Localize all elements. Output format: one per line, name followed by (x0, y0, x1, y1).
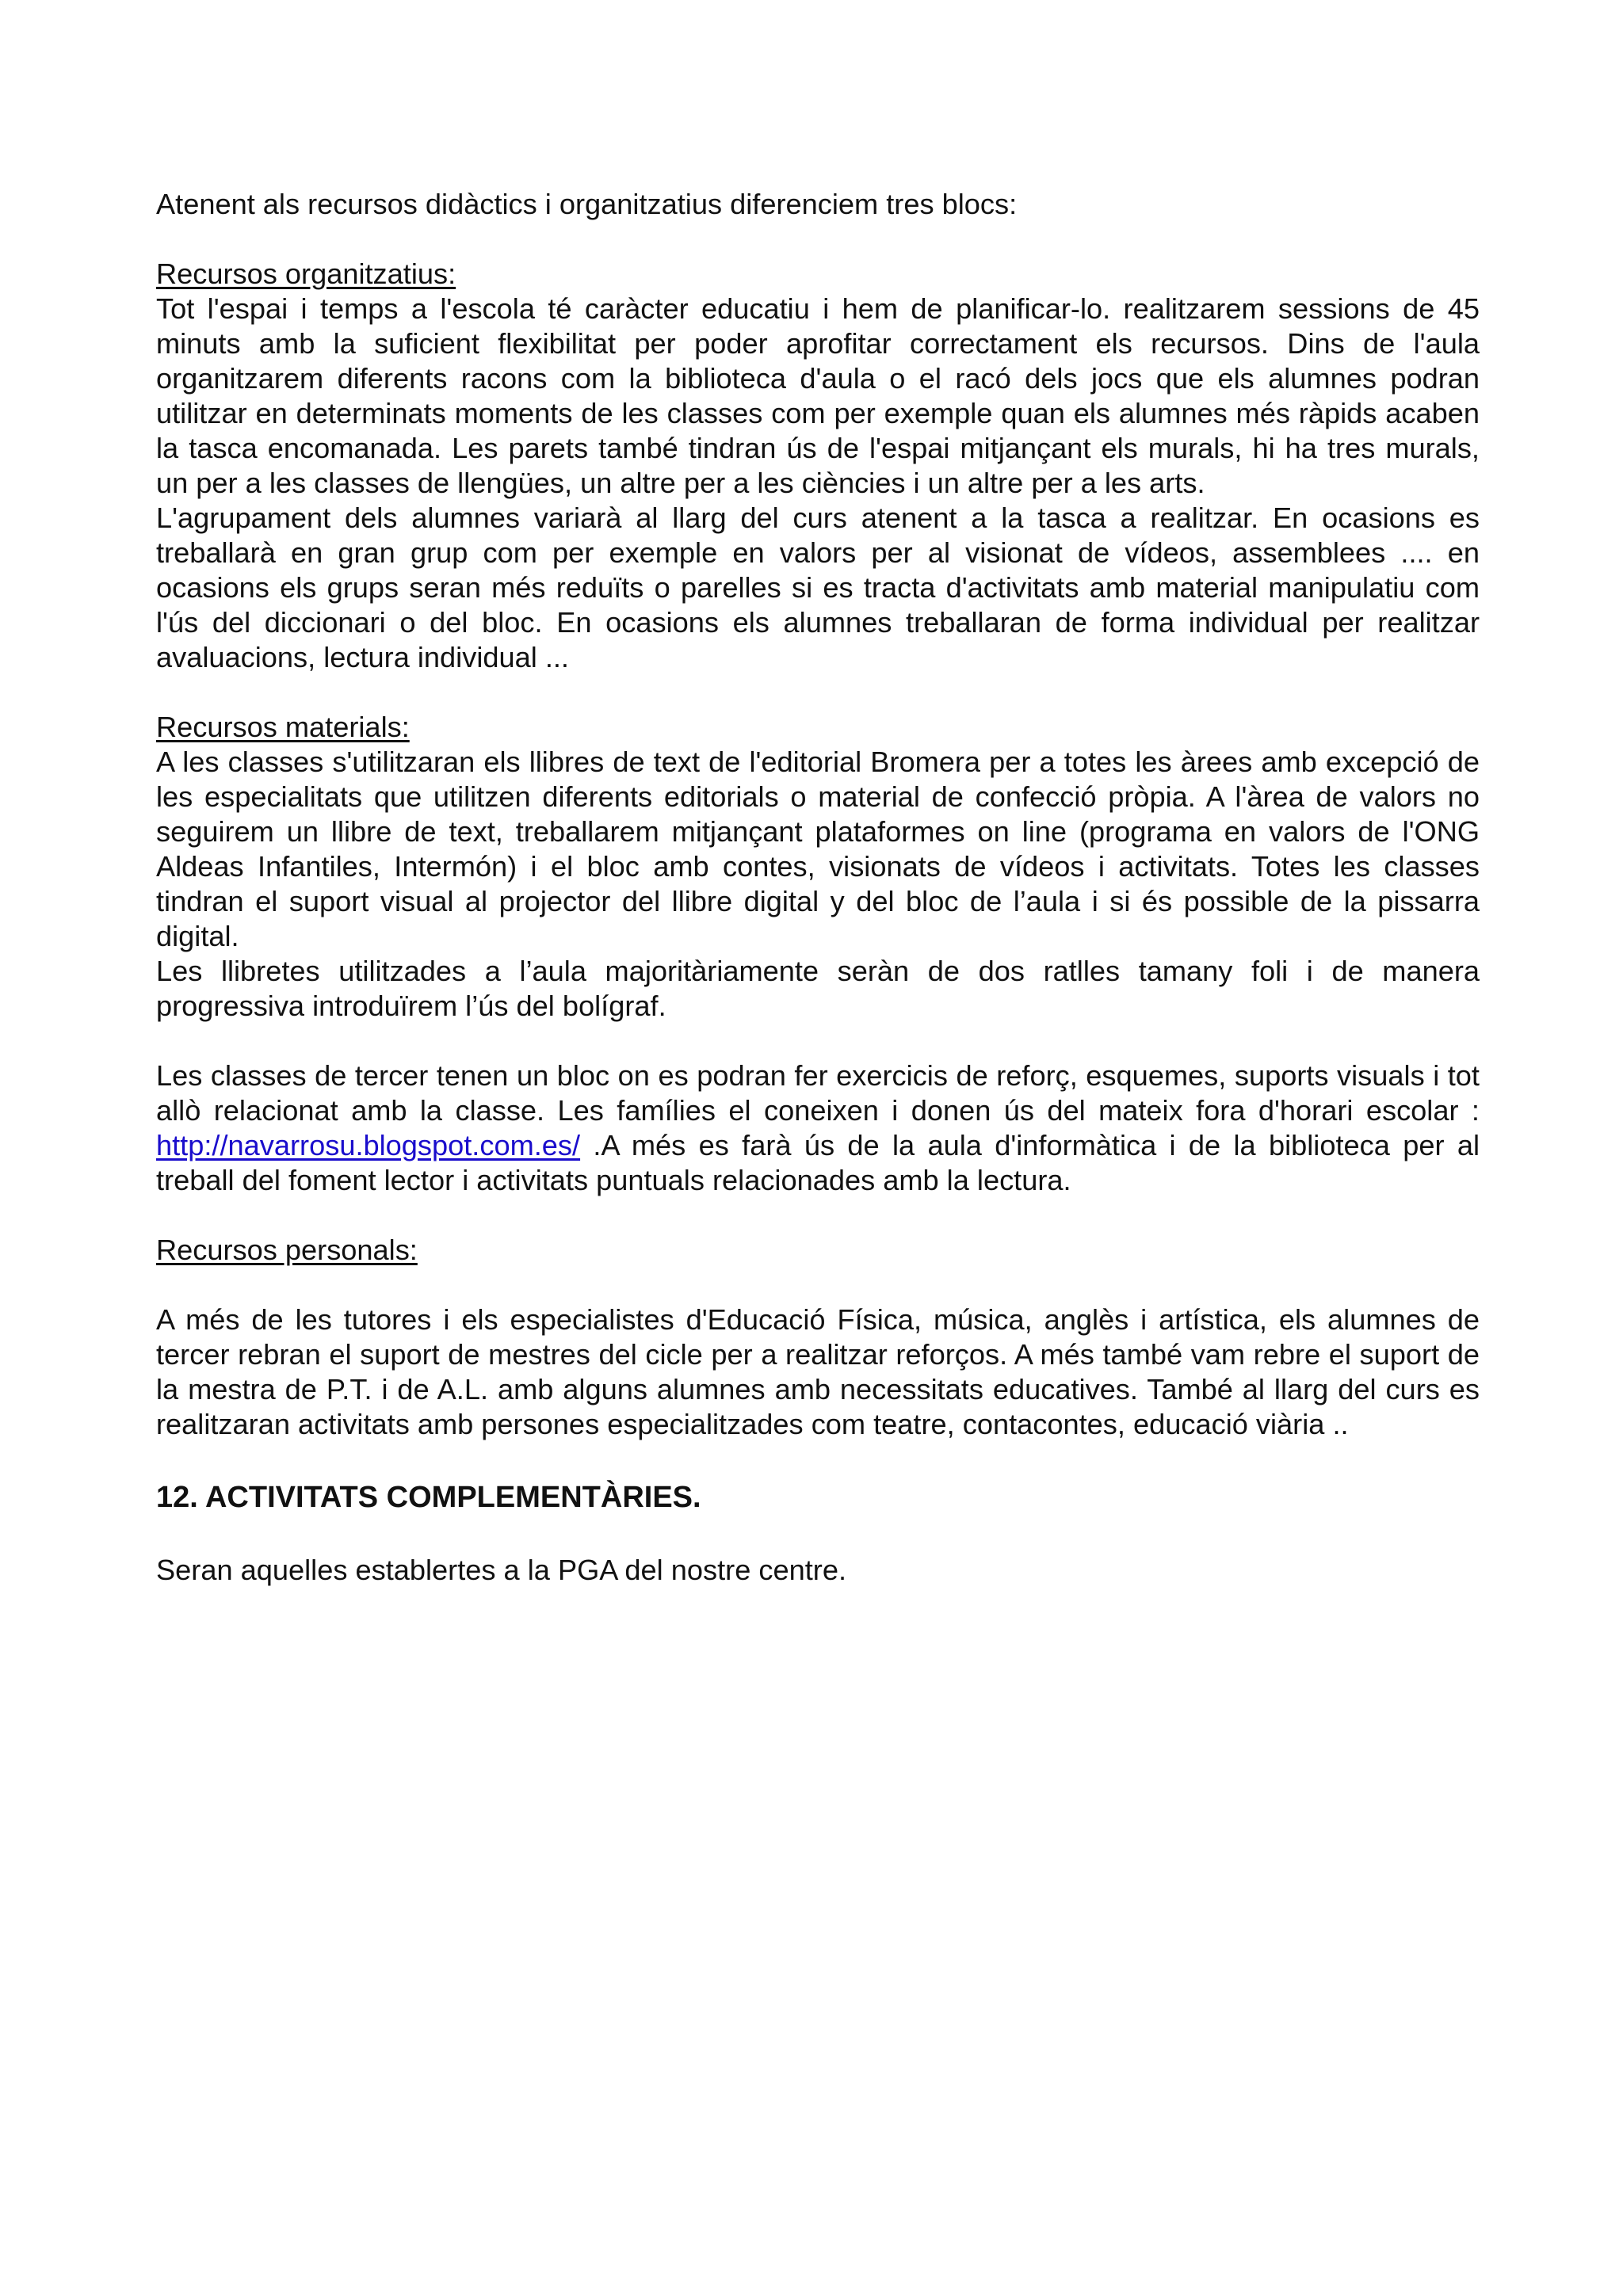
materials-heading-line (156, 710, 1480, 745)
personals-heading-line (156, 1233, 1480, 1268)
section-12-text: Seran aquelles establertes a la PGA del nostre centre. (156, 1554, 847, 1586)
spacer (156, 222, 1480, 257)
spacer (156, 1198, 1480, 1233)
personals-paragraph-1: A més de les tutores i els especialistes d'Educació Física, música, anglès i artística, els alumnes de tercer rebran el suport de mestres del cicle per a realitzar reforços. A més també vam rebre el suport de la mestra de P.T. i de A.L. amb alguns alumnes amb necessitats educatives. També al llarg del curs es realitzaran activitats amb persones especialitzades com teatre, contacontes, educació viària .. (156, 1303, 1480, 1440)
document-page (156, 187, 1480, 1588)
materials-paragraph-3 (156, 1058, 1480, 1198)
spacer (156, 1024, 1480, 1058)
organitzatius-heading-line (156, 257, 1480, 292)
materials-paragraph-3-after: .A més es farà ús de la aula d'informàtica i de la biblioteca per al treball del foment lector i activitats puntuals relacionades amb la lectura. (156, 1129, 1480, 1196)
organitzatius-heading: Recursos organitzatius: (156, 257, 456, 290)
spacer (156, 1515, 1480, 1553)
materials-heading: Recursos materials: (156, 711, 410, 743)
spacer (156, 1442, 1480, 1480)
organitzatius-paragraph-2: L'agrupament dels alumnes variarà al llarg del curs atenent a la tasca a realitzar. En ocasions es treballarà en gran grup com per exemple en valors per al visionat de vídeos, assemblees .... en ocasions els grups seran més reduïts o parelles si es tracta d'activitats amb material manipulatiu com l'ús del diccionari o del bloc. En ocasions els alumnes treballaran de forma individual per realitzar avaluacions, lectura individual ... (156, 502, 1480, 673)
personals-heading: Recursos personals: (156, 1234, 418, 1266)
materials-paragraph-2: Les llibretes utilitzades a l’aula majoritàriamente seràn de dos ratlles tamany foli i de manera progressiva introduïrem l’ús del bolígraf. (156, 955, 1480, 1022)
blog-link[interactable]: http://navarrosu.blogspot.com.es/ (156, 1129, 581, 1161)
spacer (156, 1268, 1480, 1302)
section-12-title: 12. ACTIVITATS COMPLEMENTÀRIES. (156, 1481, 701, 1514)
materials-paragraph-3-before: Les classes de tercer tenen un bloc on es podran fer exercicis de reforç, esquemes, suports visuals i tot allò relacionat amb la classe. Les famílies el coneixen i donen ús del mateix fora d'horari escolar : (156, 1059, 1480, 1127)
intro-paragraph: Atenent als recursos didàctics i organitzatius diferenciem tres blocs: (156, 188, 1018, 220)
spacer (156, 675, 1480, 710)
organitzatius-paragraph-1: Tot l'espai i temps a l'escola té caràcter educatiu i hem de planificar-lo. realitzarem sessions de 45 minuts amb la suficient flexibilitat per poder aprofitar correctament els recursos. Dins de l'aula organitzarem diferents racons com la biblioteca d'aula o el racó dels jocs que els alumnes podran utilitzar en determinats moments de les classes com per exemple quan els alumnes més ràpids acaben la tasca encomanada. Les parets també tindran ús de l'espai mitjançant els murals, hi ha tres murals, un per a les classes de llengües, un altre per a les ciències i un altre per a les arts. (156, 292, 1480, 499)
materials-paragraph-1: A les classes s'utilitzaran els llibres de text de l'editorial Bromera per a totes les àrees amb excepció de les especialitats que utilitzen diferents editorials o material de confecció pròpia. A l'àrea de valors no seguirem un llibre de text, treballarem mitjançant plataformes on line (programa en valors de l'ONG Aldeas Infantiles, Intermón) i el bloc amb contes, visionats de vídeos i activitats. Totes les classes tindran el suport visual al projector del llibre digital y del bloc de l’aula i si és possible de la pissarra digital. (156, 746, 1480, 952)
